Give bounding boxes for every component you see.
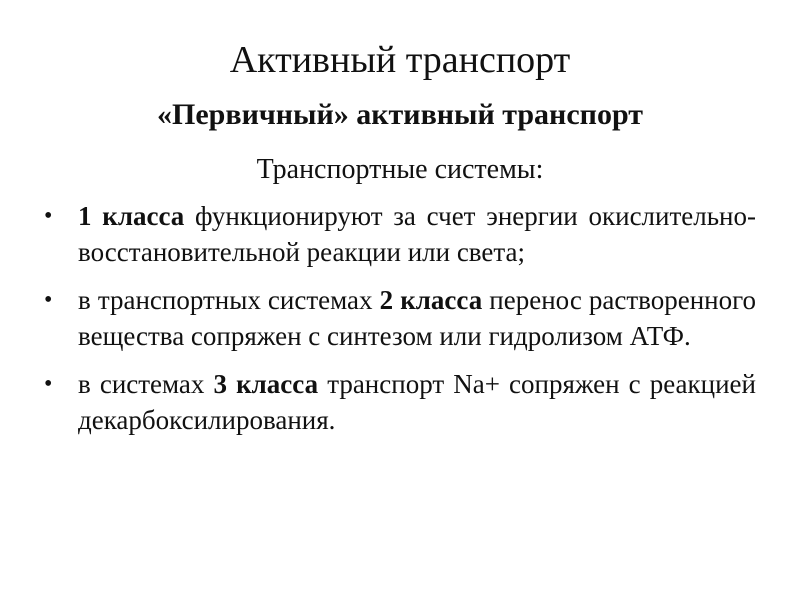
bullet-icon: • (44, 287, 53, 313)
bullet-text-bold: 1 класса (78, 201, 185, 231)
bullet-text-post: функционируют за счет энергии окислительно-восстановительной реакции или света; (78, 201, 756, 267)
bullet-icon: • (44, 203, 53, 229)
bullet-text-bold: 2 класса (379, 285, 483, 315)
slide-subtitle: «Первичный» активный транспорт (157, 98, 643, 131)
bullet-icon: • (44, 371, 53, 397)
bullet-item (44, 198, 756, 270)
bullet-text-bold: 3 класса (213, 369, 319, 399)
section-heading: Транспортные системы: (256, 154, 544, 185)
bullet-item (44, 366, 756, 438)
bullet-text-post: транспорт Na+ сопряжен с реакцией декарбоксилирования. (78, 369, 756, 435)
bullet-text-post: перенос растворенного вещества сопряжен с синтезом или гидролизом АТФ. (78, 285, 756, 351)
slide-title: Активный транспорт (229, 39, 571, 81)
bullet-list (44, 198, 756, 450)
bullet-text-pre: в транспортных системах (78, 285, 380, 315)
bullet-item (44, 282, 756, 354)
bullet-text-pre: в системах (78, 369, 214, 399)
